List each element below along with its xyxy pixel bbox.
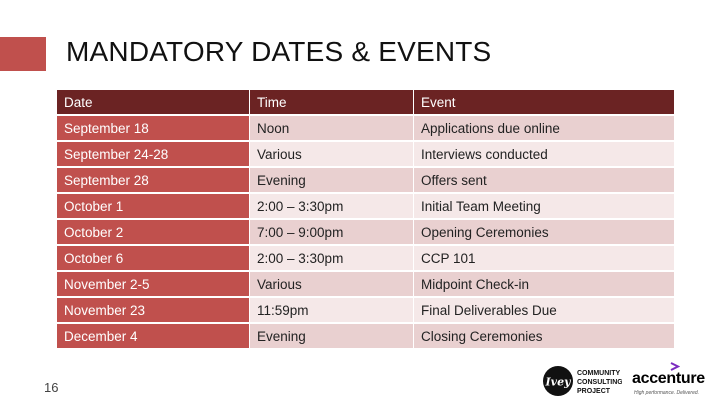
header-date: Date <box>57 90 250 116</box>
table-row <box>57 142 674 168</box>
cell-event: Initial Team Meeting <box>414 194 674 220</box>
cell-event: Midpoint Check-in <box>414 272 674 298</box>
table-header-row <box>57 90 674 116</box>
cell-event: Applications due online <box>414 116 674 142</box>
table-row <box>57 220 674 246</box>
ivey-logo-line-3: PROJECT <box>577 388 611 395</box>
ivey-mark: Ivey <box>545 375 571 389</box>
cell-date: November 23 <box>57 298 250 324</box>
ivey-ccp-logo <box>542 364 622 403</box>
ivey-logo-line-1: COMMUNITY <box>577 370 621 377</box>
cell-time: Evening <box>250 324 414 350</box>
cell-event: Interviews conducted <box>414 142 674 168</box>
cell-event: Final Deliverables Due <box>414 298 674 324</box>
cell-time: 2:00 – 3:30pm <box>250 246 414 272</box>
cell-event: Offers sent <box>414 168 674 194</box>
cell-event: CCP 101 <box>414 246 674 272</box>
cell-time: Various <box>250 272 414 298</box>
cell-date: December 4 <box>57 324 250 350</box>
table-row <box>57 116 674 142</box>
cell-date: September 18 <box>57 116 250 142</box>
ivey-logo-line-2: CONSULTING <box>577 379 622 386</box>
table-row <box>57 168 674 194</box>
table-row <box>57 246 674 272</box>
cell-time: Noon <box>250 116 414 142</box>
table-row <box>57 272 674 298</box>
events-table <box>57 90 674 350</box>
table-row <box>57 324 674 350</box>
cell-event: Opening Ceremonies <box>414 220 674 246</box>
accenture-tagline: High performance. Delivered. <box>634 390 700 396</box>
cell-time: 7:00 – 9:00pm <box>250 220 414 246</box>
cell-date: September 28 <box>57 168 250 194</box>
cell-date: October 6 <box>57 246 250 272</box>
header-time: Time <box>250 90 414 116</box>
cell-date: November 2-5 <box>57 272 250 298</box>
cell-date: October 2 <box>57 220 250 246</box>
cell-time: 11:59pm <box>250 298 414 324</box>
cell-event: Closing Ceremonies <box>414 324 674 350</box>
ivey-ccp-logo-graphic <box>542 364 622 398</box>
title-accent-bar <box>0 37 46 71</box>
cell-date: October 1 <box>57 194 250 220</box>
table-row <box>57 194 674 220</box>
cell-time: Evening <box>250 168 414 194</box>
cell-date: September 24-28 <box>57 142 250 168</box>
cell-time: Various <box>250 142 414 168</box>
cell-time: 2:00 – 3:30pm <box>250 194 414 220</box>
page-number: 16 <box>44 380 59 395</box>
header-event: Event <box>414 90 674 116</box>
slide-title: MANDATORY DATES & EVENTS <box>66 36 492 67</box>
accenture-wordmark: accenture <box>632 370 705 387</box>
table-row <box>57 298 674 324</box>
